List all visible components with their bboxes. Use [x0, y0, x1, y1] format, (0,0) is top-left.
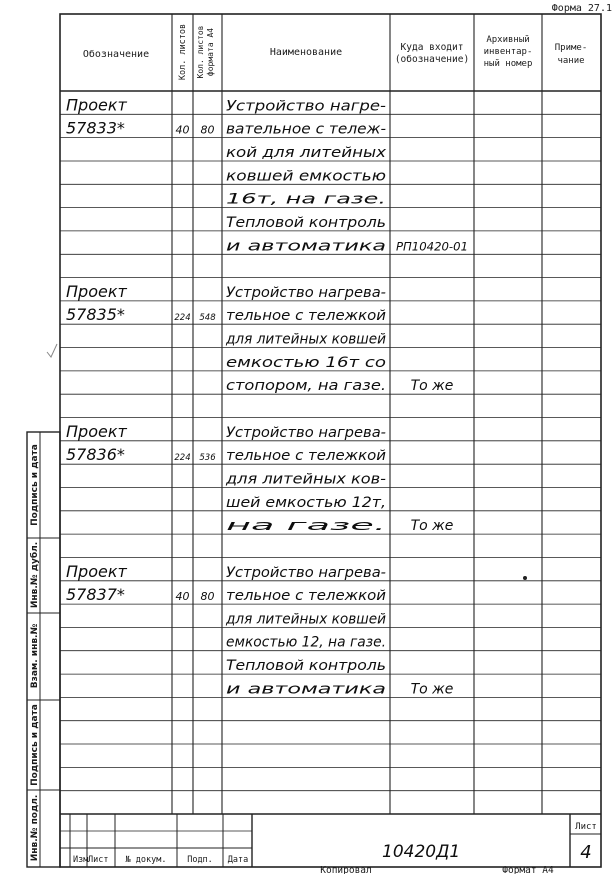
title-block-labels — [73, 822, 597, 865]
cell-name: Устройство нагрева- — [226, 284, 386, 301]
cell-name: Тепловой контроль — [226, 214, 386, 231]
side-sign-date-top: Подпись и дата — [30, 444, 40, 526]
cell-name: емкостью 12, на газе. — [226, 634, 386, 651]
header-note-line2: чание — [557, 56, 585, 66]
cell-name: кой для литейных — [226, 145, 387, 161]
form-label: Форма 27.1 — [551, 3, 612, 14]
header-where-line2: (обозначение) — [394, 54, 470, 65]
cell-name: тельное с тележкой — [226, 448, 386, 465]
cell-where-used: То же — [410, 378, 454, 395]
side-sign-date-bottom: Подпись и дата — [30, 704, 40, 786]
check-mark — [47, 344, 57, 357]
cell-name: для литейных ковшей — [225, 331, 386, 348]
header-archive-line3: ный номер — [483, 59, 533, 69]
document-code: 10420Д1 — [382, 842, 461, 862]
cell-name: и автоматика — [226, 238, 386, 255]
cell-name: Тепловой контроль — [226, 658, 386, 675]
cell-name: тельное с тележкой — [226, 308, 386, 325]
sheet-number: 4 — [580, 842, 592, 863]
tb-list: Лист — [88, 855, 109, 865]
side-replace-inv: Взам. инв.№ — [30, 623, 40, 689]
side-dup-inv: Инв.№ дубл. — [30, 541, 40, 609]
cell-designation: 57836* — [66, 445, 125, 465]
tb-sheet-label: Лист — [575, 822, 597, 832]
cell-designation: 57835* — [66, 305, 125, 325]
cell-where-used: То же — [410, 681, 454, 698]
header-where-line1: Куда входит — [400, 42, 464, 53]
tb-sign: Подп. — [187, 855, 213, 865]
footer-copied: Копировал — [320, 865, 372, 874]
cell-designation: Проект — [66, 421, 127, 441]
cell-designation: Проект — [66, 95, 127, 115]
header-a4-line1: Кол. листов — [196, 25, 205, 79]
cell-designation: Проект — [66, 281, 127, 301]
header-name: Наименование — [269, 47, 343, 58]
header-note-line1: Приме- — [554, 43, 588, 53]
cell-a4-sheets: 536 — [199, 453, 216, 464]
cell-sheets: 224 — [174, 453, 191, 464]
cell-name: вательное с тележ- — [226, 121, 386, 138]
footer-format: Формат А4 — [502, 865, 554, 874]
cell-where-used: То же — [410, 518, 454, 535]
stray-dot — [523, 576, 527, 580]
cell-name: ковшей емкостью — [226, 168, 386, 185]
cell-name: на газе. — [226, 518, 386, 535]
cell-designation: Проект — [66, 561, 127, 581]
cell-designation: 57837* — [66, 585, 125, 605]
cell-sheets: 40 — [175, 590, 190, 604]
cell-sheets: 224 — [174, 313, 191, 324]
tb-izm: Изм — [73, 855, 89, 865]
cell-name: емкостью 16т со — [226, 354, 387, 371]
table-header — [83, 24, 587, 80]
header-designation: Обозначение — [82, 49, 150, 60]
header-archive-line1: Архивный — [486, 35, 530, 45]
cell-name: шей емкостью 12т, — [226, 494, 386, 511]
cell-name: для литейных ковшей — [225, 611, 386, 628]
cell-name: тельное с тележкой — [226, 588, 386, 605]
header-archive-line2: инвентар- — [483, 47, 533, 57]
cell-a4-sheets: 548 — [199, 313, 216, 324]
cell-name: для литейных ков- — [224, 471, 386, 488]
cell-name: Устройство нагрева- — [226, 424, 386, 441]
cell-name: Устройство нагрева- — [226, 564, 386, 581]
cell-name: стопором, на газе. — [226, 378, 386, 395]
cell-designation: 57833* — [66, 118, 125, 138]
table-body — [66, 95, 468, 697]
tb-doc: № докум. — [125, 855, 167, 865]
cell-a4-sheets: 80 — [200, 123, 215, 137]
tb-date: Дата — [227, 855, 249, 865]
cell-name: 16т, на газе. — [226, 191, 386, 208]
side-labels — [29, 444, 40, 861]
cell-a4-sheets: 80 — [200, 590, 215, 604]
side-orig-inv: Инв.№ подл. — [30, 794, 40, 862]
cell-where-used: РП10420-01 — [396, 239, 468, 254]
cell-name: Устройство нагре- — [226, 98, 386, 115]
header-a4-line2: формата А4 — [206, 27, 215, 77]
header-sheets: Кол. листов — [178, 23, 188, 81]
cell-name: и автоматика — [226, 681, 386, 698]
cell-sheets: 40 — [175, 123, 190, 137]
